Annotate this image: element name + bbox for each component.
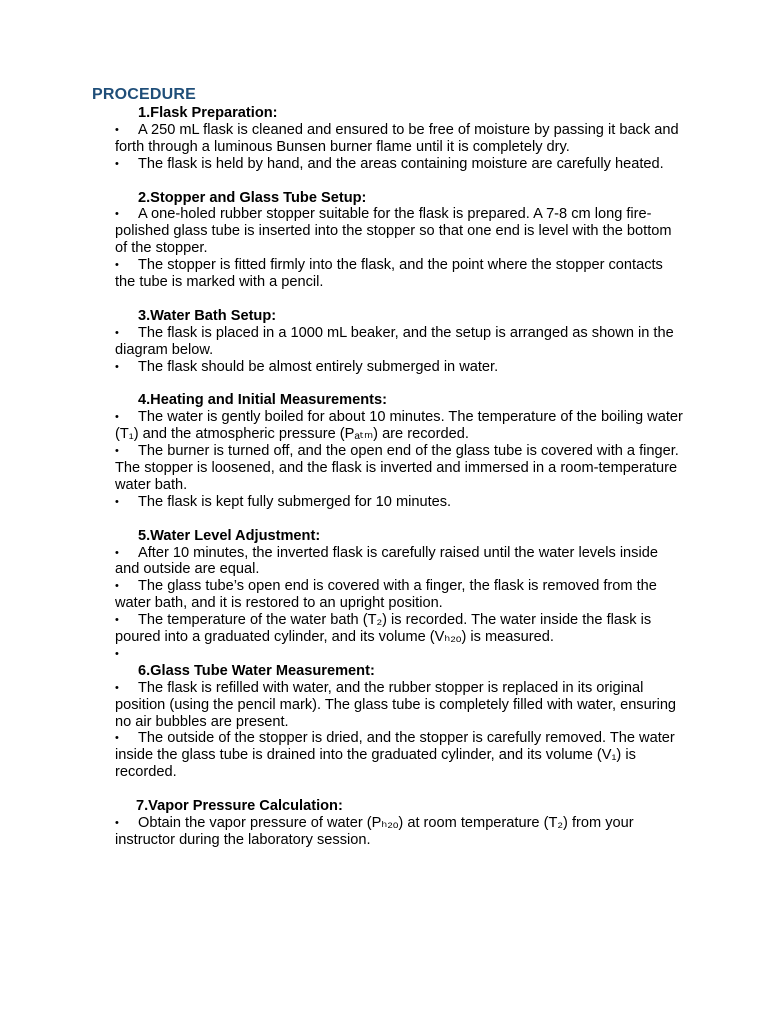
step-heading: 1.Flask Preparation: [138,105,278,121]
bullet-icon: • [115,732,119,745]
bullet-text: After 10 minutes, the inverted flask is carefully raised until the water levels inside and outside are equal. [115,544,658,578]
procedure-step-5 [115,528,685,663]
bullet-item [115,443,685,494]
bullet-icon: • [115,208,119,221]
bullet-icon: • [115,681,119,694]
bullet-icon: • [115,614,119,627]
procedure-step-3 [115,308,685,376]
step-heading: 3.Water Bath Setup: [138,307,277,324]
bullet-text: The flask should be almost entirely submerged in water. [138,358,499,375]
bullet-text: The flask is refilled with water, and the rubber stopper is replaced in its original position (using the pencil mark). The glass tube is completely filled with water, ensuring no air bubbles are present. [115,679,677,730]
bullet-icon: • [115,360,119,373]
procedure-step-6 [115,663,685,781]
step-heading: 4.Heating and Initial Measurements: [138,392,387,409]
page-title: PROCEDURE [92,86,197,103]
procedure-step-4 [115,392,685,510]
bullet-icon: • [115,259,119,272]
bullet-icon: • [115,546,119,559]
bullet-item [115,206,685,257]
bullet-icon: • [115,495,119,508]
step-heading: 6.Glass Tube Water Measurement: [138,662,375,679]
bullet-item [115,359,685,376]
procedure-step-2 [115,190,685,291]
bullet-item [115,257,685,291]
bullet-item [115,730,685,781]
bullet-text: A one-holed rubber stopper suitable for the flask is prepared. A 7-8 cm long fire-polished glass tube is inserted into the stopper so that one end is level with the bottom of the stopper. [115,206,672,257]
bullet-text: The water is gently boiled for about 10 minutes. The temperature of the boiling water (T₁) and the atmospheric pressure (Pₐₜₘ) are recorded. [115,409,683,443]
bullet-item [115,680,685,731]
bullet-icon: • [115,816,119,829]
bullet-icon: • [115,326,119,339]
bullet-item [115,612,685,646]
bullet-text: The temperature of the water bath (T₂) is recorded. The water inside the flask is poured into a graduated cylinder, and its volume (Vₕ₂ₒ) is measured. [115,612,652,646]
bullet-item [115,122,685,156]
bullet-text: The flask is kept fully submerged for 10 minutes. [138,493,452,510]
bullet-text: A 250 mL flask is cleaned and ensured to be free of moisture by passing it back and forth through a luminous Bunsen burner flame until it is completely dry. [115,121,679,155]
bullet-icon: • [115,123,119,136]
bullet-item [115,646,685,663]
bullet-text: The burner is turned off, and the open end of the glass tube is covered with a finger. The stopper is loosened, and the flask is inverted and immersed in a room-temperature water bath. [115,443,679,493]
step-heading: 7.Vapor Pressure Calculation: [136,798,343,815]
procedure-content [115,105,685,866]
bullet-item [115,545,685,579]
bullet-item [115,578,685,612]
bullet-item [115,815,685,849]
bullet-item [115,156,685,173]
bullet-item [115,494,685,511]
bullet-icon: • [115,411,119,424]
bullet-icon: • [115,647,119,660]
bullet-item [115,325,685,359]
bullet-text: The stopper is fitted firmly into the flask, and the point where the stopper contacts the tube is marked with a pencil. [115,257,663,291]
procedure-step-1 [115,105,685,173]
bullet-text: The glass tube’s open end is covered with a finger, the flask is removed from the water bath, and it is restored to an upright position. [115,578,657,612]
bullet-icon: • [115,157,119,170]
bullet-text: The flask is held by hand, and the areas containing moisture are carefully heated. [138,155,664,172]
bullet-icon: • [115,580,119,593]
bullet-text: The flask is placed in a 1000 mL beaker, and the setup is arranged as shown in the diagram below. [115,324,674,358]
bullet-icon: • [115,445,119,458]
bullet-item [115,409,685,443]
step-heading: 5.Water Level Adjustment: [138,527,321,544]
procedure-step-7 [115,798,685,849]
bullet-text: The outside of the stopper is dried, and the stopper is carefully removed. The water inside the glass tube is drained into the graduated cylinder, and its volume (V₁) is recorded. [115,730,675,781]
step-heading: 2.Stopper and Glass Tube Setup: [138,189,367,206]
bullet-text: Obtain the vapor pressure of water (Pₕ₂ₒ) at room temperature (T₂) from your instructor during the laboratory session. [115,814,634,848]
